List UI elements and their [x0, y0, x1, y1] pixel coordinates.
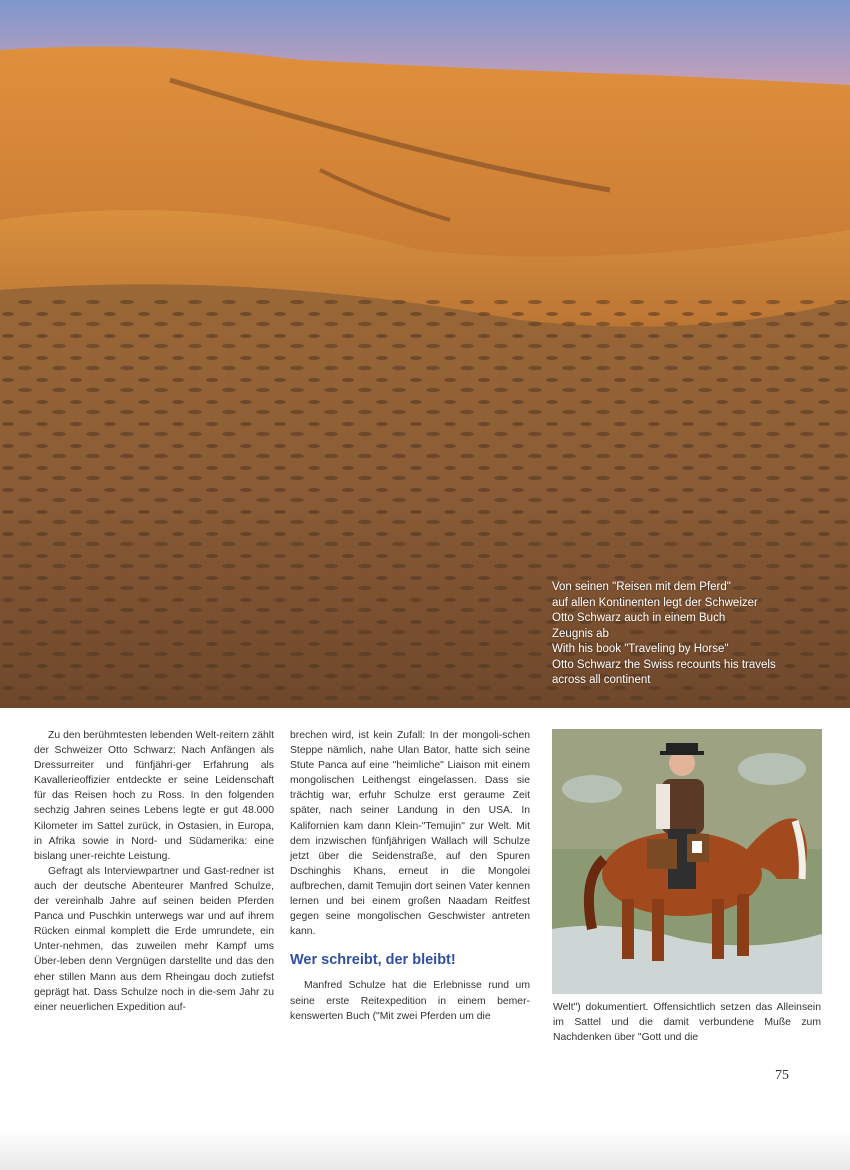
- rider-illustration: [552, 729, 822, 994]
- page-number: 75: [775, 1068, 789, 1083]
- caption-line: auf allen Kontinenten legt der Schweizer: [552, 596, 758, 609]
- photo-caption: [552, 580, 842, 689]
- article-column-2: [290, 728, 530, 1024]
- article-column-1: [34, 728, 274, 1015]
- caption-line: across all continent: [552, 674, 651, 686]
- paragraph: Manfred Schulze hat die Erlebnisse rund um seine erste Reitexpedition in einem bemer-kenswerten Buch ("Mit zwei Pferden um die: [290, 980, 530, 1022]
- caption-line: With his book "Traveling by Horse": [552, 643, 729, 655]
- paragraph: Welt") dokumentiert. Offensichtlich setzen das Alleinsein im Sattel und die damit verbundene Muße zum Nachdenken über "Gott und die: [553, 1002, 821, 1044]
- section-heading: Wer schreibt, der bleibt!: [290, 952, 456, 969]
- scan-shadow: [0, 1130, 850, 1170]
- paragraph: Zu den berühmtesten lebenden Welt-reitern zählt der Schweizer Otto Schwarz: Nach Anfängen als Dressurreiter und fünfjähri-ger Erfahrung als Kavallerieoffizier entdeckte er seine Leidenschaft für das Reisen hoch zu Ross. In den folgenden sechzig Jahren seines Lebens legte er gut 48.000 Kilometer im Sattel zurück, in Ostasien, in Europa, in Afrika sowie in Nord- und Südamerika: eine bislang uner-reichte Leistung.: [34, 730, 274, 862]
- caption-line: Otto Schwarz auch in einem Buch: [552, 612, 726, 624]
- caption-line: Otto Schwarz the Swiss recounts his travels: [552, 658, 776, 671]
- paragraph: Gefragt als Interviewpartner und Gast-redner ist auch der deutsche Abenteurer Manfred Schulze, der vereinhalb Jahre auf seinen beiden Pferden Panca und Puschkin unterwegs war und auf ihrem Rücken einmal komplett die Erde umrundete, ein Unter-nehmen, das zuweilen mehr Kampf ums Über-leben denn Vergnügen darstellte und das den eher stillen Mann aus dem Rheingau doch zutiefst geprägt hat. Dass Schulze noch in die-sem Jahr zu einer neuerlichen Expedition auf-: [34, 865, 274, 1013]
- caption-line: Von seinen "Reisen mit dem Pferd": [552, 581, 731, 593]
- paragraph: brechen wird, ist kein Zufall: In der mongoli-schen Steppe nämlich, nahe Ulan Bator, hatte sich seine Stute Panca auf eine "heimliche" Liaison mit einem mongolischen Leithengst eingelassen. Dass sie trächtig war, erfuhr Schulze erst geraume Zeit später, nach seiner Landung in den USA. In Kalifornien kam dann Klein-"Temujin" zur Welt. Mit dem inzwischen fünfjährigen Wallach will Schulze jetzt über die Seidenstraße, auf den Spuren Dschinghis Khans, erneut in die Mongolei aufbrechen, damit Temujin dort seinen Vater kennen lernen und bei einem großen Naadam Reitfest gegen seine mongolischen Geschwister antreten kann.: [290, 730, 530, 938]
- horse-rider-photo: [552, 729, 822, 994]
- article-column-3: [553, 1000, 821, 1045]
- caption-line: Zeugnis ab: [552, 627, 609, 640]
